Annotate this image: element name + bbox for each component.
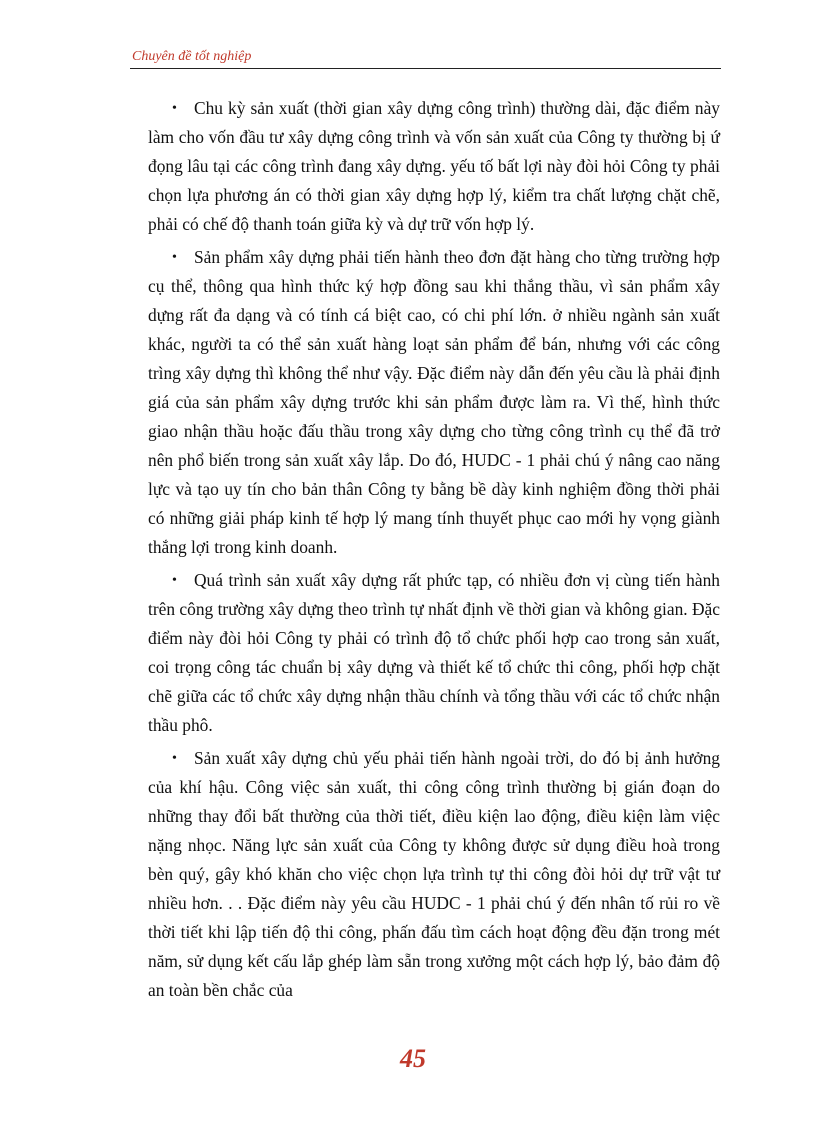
paragraph-text: Quá trình sản xuất xây dựng rất phức tạp, có nhiều đơn vị cùng tiến hành trên công trường xây dựng theo trình tự nhất định về thời gian và không gian. Đặc điểm này đòi hỏi Công ty phải có trình độ tổ chức phối hợp cao trong sản xuất, coi trọng công tác chuẩn bị xây dựng và thiết kế tổ chức thi công, phối hợp chặt chẽ giữa các tổ chức xây dựng nhận thầu chính và tổng thầu với các tổ chức nhận thầu phô.: [148, 570, 720, 735]
paragraph-text: Sản xuất xây dựng chủ yếu phải tiến hành ngoài trời, do đó bị ảnh hưởng của khí hậu. Công việc sản xuất, thi công công trình thường bị gián đoạn do những thay đổi bất thường của thời tiết, điều kiện lao động, điều kiện làm việc nặng nhọc. Năng lực sản xuất của Công ty không được sử dụng điều hoà trong bèn quý, gây khó khăn cho việc chọn lựa trình tự thi công đòi hỏi dự trữ vật tư nhiều hơn. . . Đặc điểm này yêu cầu HUDC - 1 phải chú ý đến nhân tố rủi ro về thời tiết khi lập tiến độ thi công, phấn đấu tìm cách hoạt động đều đặn trong mét năm, sử dụng kết cấu lắp ghép làm sẵn trong xưởng một cách hợp lý, bảo đảm độ an toàn bền chắc của: [148, 748, 720, 1000]
header-title: Chuyên đề tốt nghiệp: [132, 49, 252, 64]
bullet-icon: •: [172, 250, 177, 265]
document-body: [148, 94, 720, 1009]
bullet-icon: •: [172, 751, 177, 766]
page-number: 45: [400, 1044, 426, 1073]
paragraph-text: Chu kỳ sản xuất (thời gian xây dựng công trình) thường dài, đặc điểm này làm cho vốn đầu tư xây dựng công trình và vốn sản xuất của Công ty thường bị ứ đọng lâu tại các công trình đang xây dựng. yếu tố bất lợi này đòi hỏi Công ty phải chọn lựa phương án có thời gian xây dựng hợp lý, kiểm tra chất lượng chặt chẽ, phải có chế độ thanh toán giữa kỳ và dự trữ vốn hợp lý.: [148, 98, 720, 234]
paragraph-text: Sản phẩm xây dựng phải tiến hành theo đơn đặt hàng cho từng trường hợp cụ thể, thông qua hình thức ký hợp đồng sau khi thắng thầu, vì sản phẩm xây dựng rất đa dạng và có tính cá biệt cao, có chi phí lớn. ở nhiều ngành sản xuất khác, người ta có thể sản xuất hàng loạt sản phẩm để bán, nhưng với các công trìng xây dựng thì không thể như vậy. Đặc điểm này dẫn đến yêu cầu là phải định giá của sản phẩm xây dựng trước khi sản phẩm được làm ra. Vì thế, hình thức giao nhận thầu hoặc đấu thầu trong xây dựng cho từng công trình cụ thể đã trở nên phổ biến trong sản xuất xây lắp. Do đó, HUDC - 1 phải chú ý nâng cao năng lực và tạo uy tín cho bản thân Công ty bằng bề dày kinh nghiệm đồng thời phải có những giải pháp kinh tế hợp lý mang tính thuyết phục cao mới hy vọng giành thắng lợi trong kinh doanh.: [148, 247, 720, 557]
paragraph-2: [148, 243, 720, 562]
bullet-icon: •: [172, 101, 177, 116]
paragraph-4: [148, 744, 720, 1005]
page-header: [130, 48, 721, 69]
paragraph-3: [148, 566, 720, 740]
bullet-icon: •: [172, 573, 177, 588]
paragraph-1: [148, 94, 720, 239]
